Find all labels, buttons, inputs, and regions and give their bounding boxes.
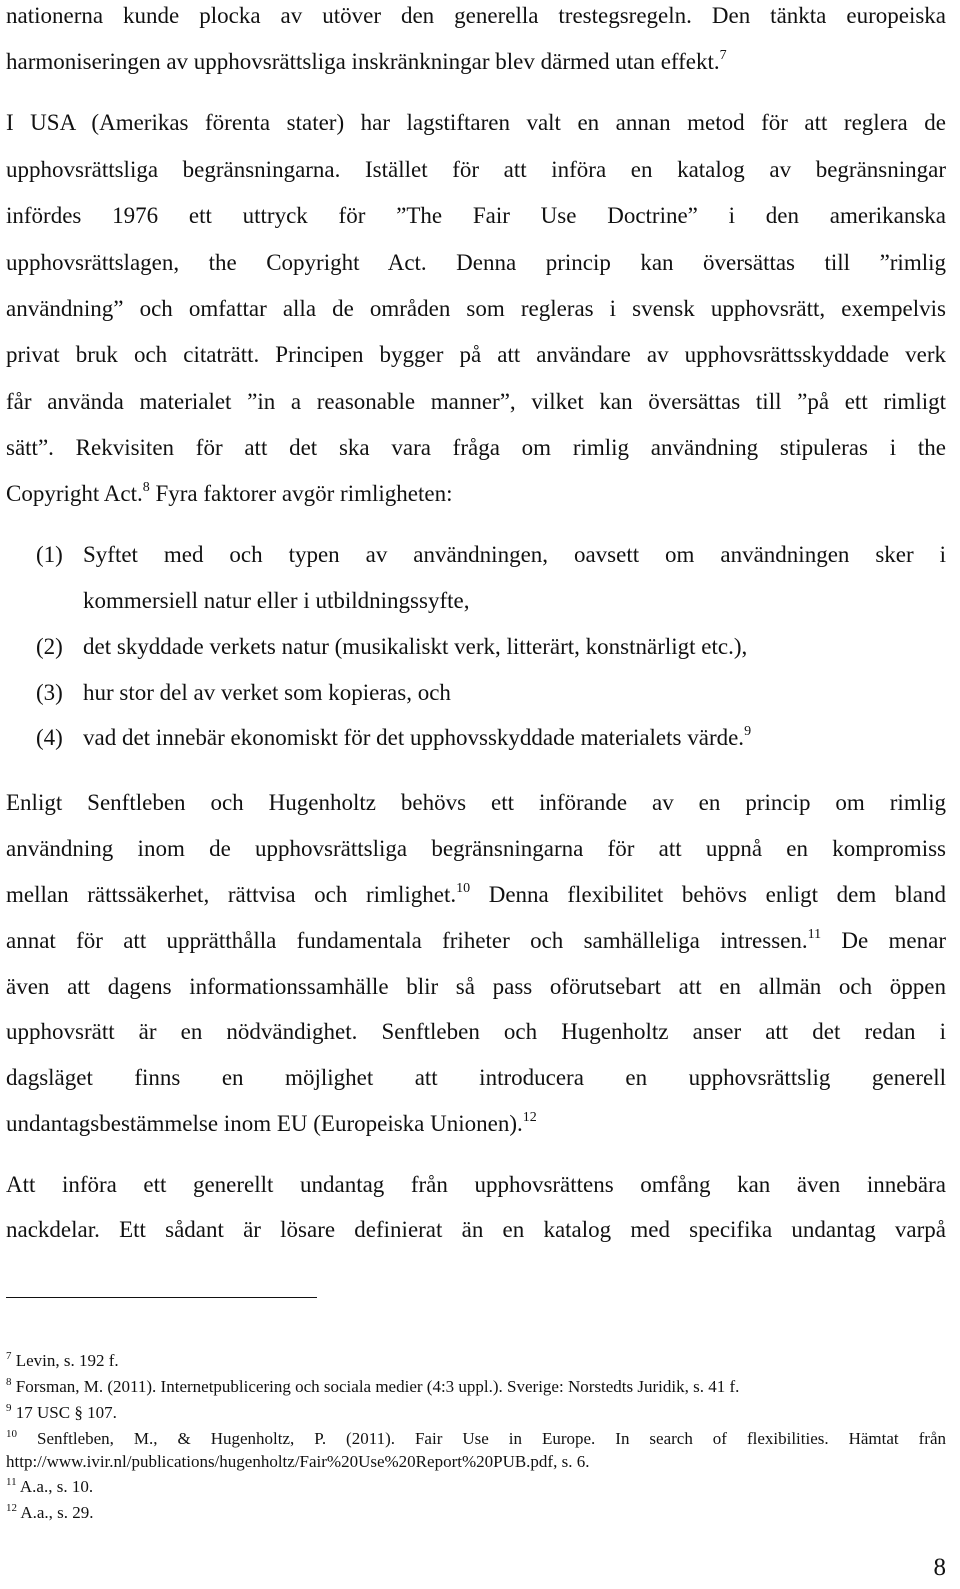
body-text: harmoniseringen av upphovsrättsliga inskränkningar blev därmed utan effekt. — [6, 49, 720, 74]
body-text: Copyright Act. — [6, 481, 143, 506]
footnote-number: 10 — [6, 1428, 17, 1440]
body-text: mellan rättssäkerhet, rättvisa och rimlighet. — [6, 882, 457, 907]
page-number: 8 — [933, 1554, 946, 1581]
list-item-text: hur stor del av verket som kopieras, och — [83, 680, 451, 705]
body-line: Att införa ett generellt undantag från upphovsrättens omfång kan även innebära — [6, 1172, 946, 1197]
body-line: nationerna kunde plocka av utöver den generella trestegsregeln. Den tänkta europeiska — [6, 3, 946, 28]
footnote-ref: 9 — [744, 724, 752, 739]
body-line: sätt”. Rekvisiten för att det ska vara fråga om rimlig användning stipuleras i the — [6, 435, 946, 460]
body-text: De menar — [841, 928, 946, 953]
list-item-text: vad det innebär ekonomiskt för det upphovsskyddade materialets värde. — [83, 725, 745, 750]
body-line: användning” och omfattar alla de områden som regleras i svensk upphovsrätt, exempelvis — [6, 296, 946, 321]
footnote-text: 17 USC § 107. — [15, 1403, 117, 1422]
list-number: (2) — [36, 634, 63, 659]
footnote-text: A.a., s. 10. — [19, 1477, 94, 1496]
body-line: användning inom de upphovsrättsliga begränsningarna för att uppnå en kompromiss — [6, 836, 946, 861]
footnote-ref: 7 — [719, 48, 727, 63]
body-line: privat bruk och citaträtt. Principen bygger på att användare av upphovsrättsskyddade verk — [6, 342, 946, 367]
list-item-text: det skyddade verkets natur (musikaliskt verk, litterärt, konstnärligt etc.), — [83, 634, 748, 659]
list-number: (1) — [36, 542, 63, 567]
list-number: (3) — [36, 680, 63, 705]
body-line: Enligt Senftleben och Hugenholtz behövs ett införande av en princip om rimlig — [6, 790, 946, 815]
body-line: upphovsrättslagen, the Copyright Act. Denna princip kan översättas till ”rimlig — [6, 250, 946, 275]
body-line — [6, 882, 946, 908]
footnote — [6, 1503, 946, 1523]
footnote-text: A.a., s. 29. — [20, 1503, 94, 1522]
footnote-text: Senftleben, M., & Hugenholtz, P. (2011). Fair Use in Europe. In search of flexibilities. Hämtat från — [36, 1429, 946, 1448]
footnote — [6, 1351, 946, 1371]
footnote-number: 12 — [6, 1502, 17, 1514]
list-number: (4) — [36, 725, 63, 750]
body-line: upphovsrättsliga begränsningarna. Istället för att införa en katalog av begränsningar — [6, 157, 946, 182]
body-line: även att dagens informationssamhälle blir så pass oförutsebart att en allmän och öppen — [6, 974, 946, 999]
body-line: upphovsrätt är en nödvändighet. Senftleben och Hugenholtz anser att det redan i — [6, 1019, 946, 1044]
footnote-ref: 8 — [142, 480, 150, 495]
body-line — [6, 49, 946, 75]
footnote-ref: 10 — [456, 881, 471, 896]
footnote-ref: 11 — [807, 927, 822, 942]
footnote-text: Levin, s. 192 f. — [15, 1351, 119, 1370]
footnote — [6, 1403, 946, 1423]
footnote — [6, 1477, 946, 1497]
footnote-number: 7 — [6, 1350, 12, 1362]
body-text: Fyra faktorer avgör rimligheten: — [155, 481, 453, 506]
list-item-text: Syftet med och typen av användningen, oavsett om användningen sker i — [83, 542, 946, 567]
footnote-separator — [6, 1297, 317, 1298]
body-line: får använda materialet ”in a reasonable manner”, vilket kan översättas till ”på ett rimligt — [6, 389, 946, 414]
body-line: infördes 1976 ett uttryck för ”The Fair Use Doctrine” i den amerikanska — [6, 203, 946, 228]
list-item-text: kommersiell natur eller i utbildningssyfte, — [83, 588, 470, 613]
body-text: annat för att upprätthålla fundamentala friheter och samhälleliga intressen. — [6, 928, 808, 953]
footnote-number: 11 — [6, 1476, 17, 1488]
body-text: Denna flexibilitet behövs enligt dem bland — [488, 882, 946, 907]
body-line: I USA (Amerikas förenta stater) har lagstiftaren valt en annan metod för att reglera de — [6, 110, 946, 135]
footnote-text: Forsman, M. (2011). Internetpublicering och sociala medier (4:3 uppl.). Sverige: Norstedts Juridik, s. 41 f. — [15, 1377, 740, 1396]
list-item — [83, 725, 751, 751]
footnote-number: 9 — [6, 1402, 12, 1414]
footnote-ref: 12 — [522, 1110, 537, 1125]
footnote-number: 8 — [6, 1376, 12, 1388]
body-line: nackdelar. Ett sådant är lösare definierat än en katalog med specifika undantag varpå — [6, 1217, 946, 1242]
footnote — [6, 1429, 946, 1449]
footnote — [6, 1377, 946, 1397]
body-line: dagsläget finns en möjlighet att introducera en upphovsrättslig generell — [6, 1065, 946, 1090]
footnote-url[interactable]: http://www.ivir.nl/publications/hugenholtz/Fair%20Use%20Report%20PUB.pdf, s. 6. — [6, 1452, 590, 1471]
body-text: undantagsbestämmelse inom EU (Europeiska Unionen). — [6, 1111, 523, 1136]
body-line — [6, 928, 946, 954]
body-line — [6, 1111, 946, 1137]
body-line — [6, 481, 946, 507]
